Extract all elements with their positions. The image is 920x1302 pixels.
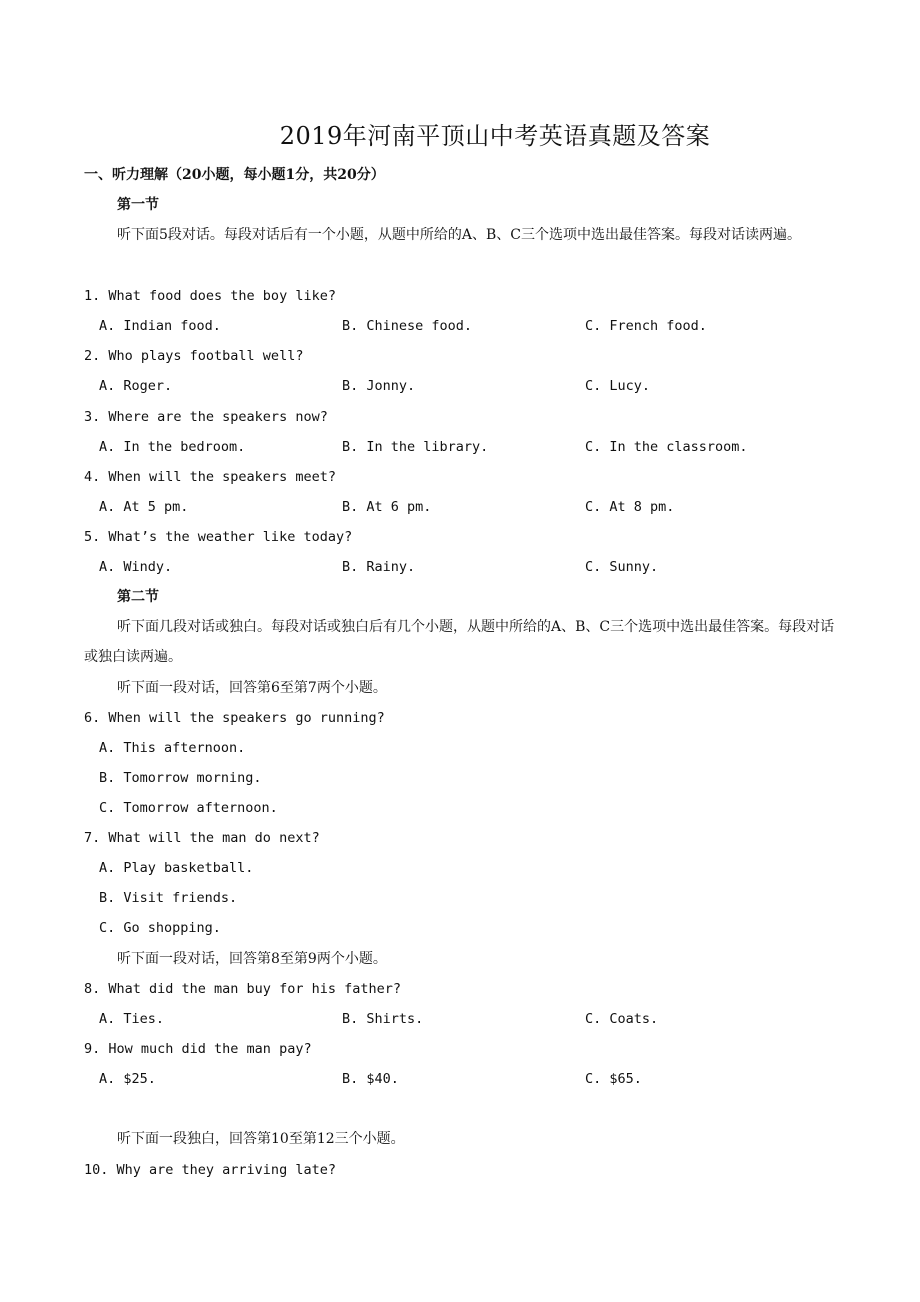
option-1a: A. Indian food. xyxy=(99,318,221,334)
option-8c: C. Coats. xyxy=(585,1011,659,1027)
part2-heading: 第二节 xyxy=(117,589,159,605)
part1-heading: 第一节 xyxy=(117,197,159,213)
question-6: 6. When will the speakers go running? xyxy=(84,710,385,726)
option-1c: C. French food. xyxy=(585,318,707,334)
option-4c: C. At 8 pm. xyxy=(585,499,675,515)
option-3c: C. In the classroom. xyxy=(585,439,748,455)
option-8b: B. Shirts. xyxy=(342,1011,424,1027)
option-5b: B. Rainy. xyxy=(342,559,416,575)
option-8a: A. Ties. xyxy=(99,1011,165,1027)
option-2b: B. Jonny. xyxy=(342,378,416,394)
option-2c: C. Lucy. xyxy=(585,378,651,394)
option-6a: A. This afternoon. xyxy=(99,740,246,756)
option-9a: A. $25. xyxy=(99,1071,156,1087)
option-3b: B. In the library. xyxy=(342,439,489,455)
intro-q6-7: 听下面一段对话，回答第6至第7两个小题。 xyxy=(117,680,387,696)
question-9: 9. How much did the man pay? xyxy=(84,1041,312,1057)
option-7a: A. Play basketball. xyxy=(99,860,254,876)
option-2a: A. Roger. xyxy=(99,378,173,394)
question-1: 1. What food does the boy like? xyxy=(84,288,336,304)
question-8: 8. What did the man buy for his father? xyxy=(84,981,401,997)
option-9b: B. $40. xyxy=(342,1071,399,1087)
section-heading: 一、听力理解（20小题，每小题1分，共20分） xyxy=(84,167,385,183)
option-6b: B. Tomorrow morning. xyxy=(99,770,262,786)
option-9c: C. $65. xyxy=(585,1071,642,1087)
option-6c: C. Tomorrow afternoon. xyxy=(99,800,278,816)
question-5: 5. What’s the weather like today? xyxy=(84,529,353,545)
option-3a: A. In the bedroom. xyxy=(99,439,246,455)
part1-instructions: 听下面5段对话。每段对话后有一个小题，从题中所给的A、B、C三个选项中选出最佳答案。每段对话读两遍。 xyxy=(117,227,802,243)
question-7: 7. What will the man do next? xyxy=(84,830,320,846)
part2-instructions: 听下面几段对话或独白。每段对话或独白后有几个小题，从题中所给的A、B、C三个选项中选出最佳答案。每段对话或独白读两遍。 xyxy=(84,619,835,665)
question-2: 2. Who plays football well? xyxy=(84,348,304,364)
page-title: 2019年河南平顶山中考英语真题及答案 xyxy=(279,122,711,150)
question-4: 4. When will the speakers meet? xyxy=(84,469,336,485)
option-1b: B. Chinese food. xyxy=(342,318,473,334)
intro-q8-9: 听下面一段对话，回答第8至第9两个小题。 xyxy=(117,951,387,967)
option-7b: B. Visit friends. xyxy=(99,890,238,906)
question-3: 3. Where are the speakers now? xyxy=(84,409,328,425)
question-10: 10. Why are they arriving late? xyxy=(84,1162,336,1178)
option-5c: C. Sunny. xyxy=(585,559,659,575)
option-7c: C. Go shopping. xyxy=(99,920,221,936)
intro-q10-12: 听下面一段独白，回答第10至第12三个小题。 xyxy=(117,1131,405,1147)
option-4b: B. At 6 pm. xyxy=(342,499,432,515)
option-5a: A. Windy. xyxy=(99,559,173,575)
option-4a: A. At 5 pm. xyxy=(99,499,189,515)
